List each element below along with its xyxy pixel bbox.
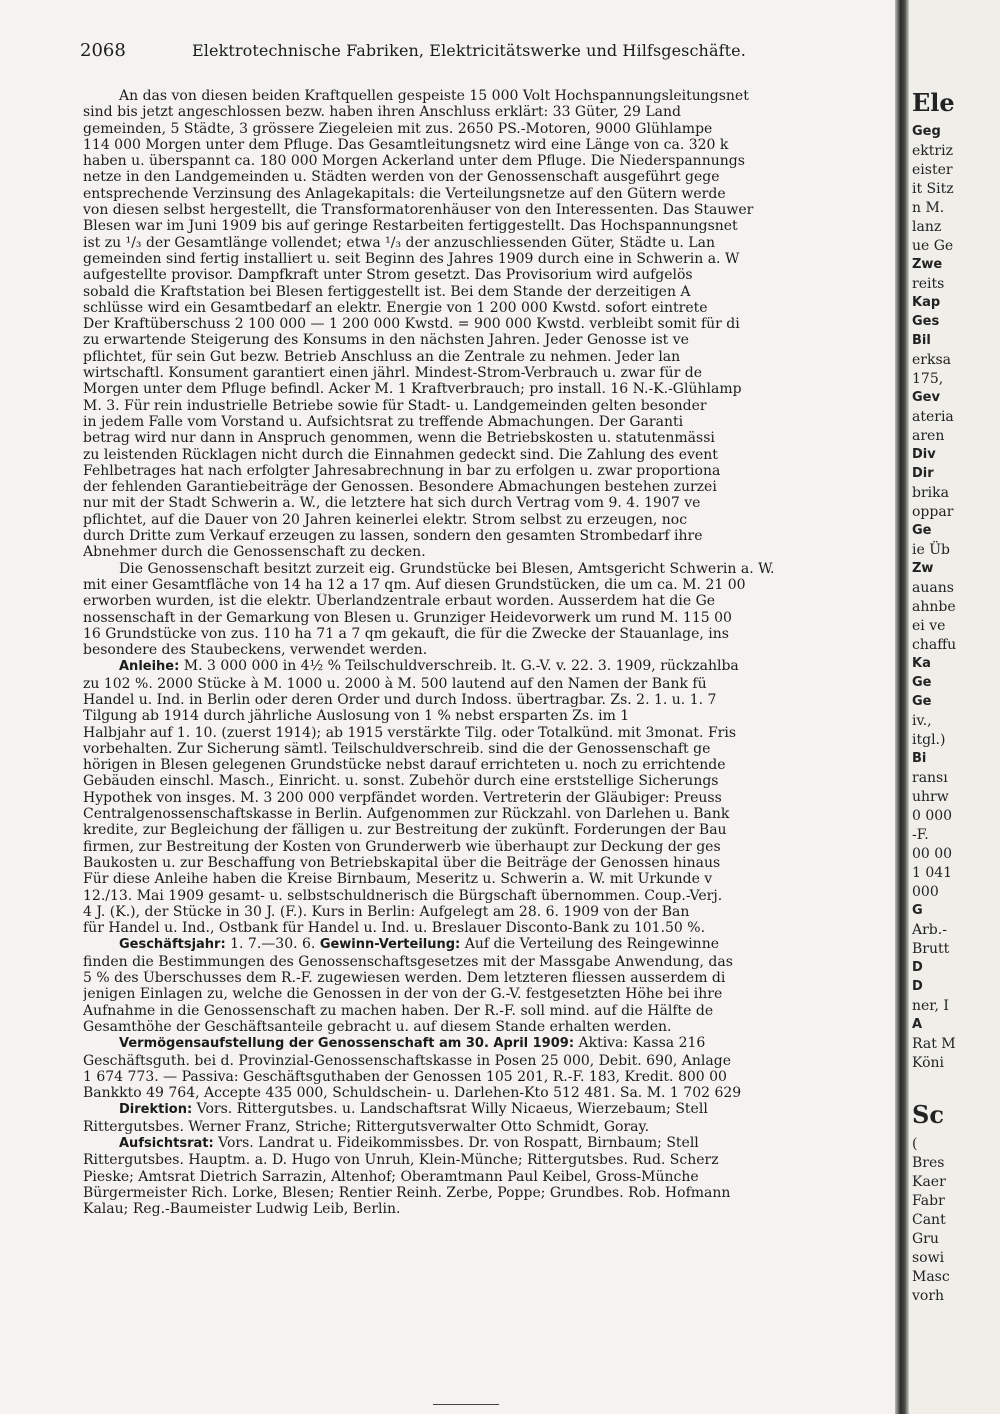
text-run: 1 674 773. — Passiva: Geschäftsguthaben der Genossen 105 201, R.-F. 183, Kredit. 800 00 (83, 1068, 727, 1085)
facing-page-fragment: Geg (912, 124, 941, 139)
text-line (83, 153, 883, 169)
facing-page-fragment: -F. (912, 827, 929, 843)
text-run: Für diese Anleihe haben die Kreise Birnbaum, Meseritz u. Schwerin a. W. mit Urkunde v (83, 871, 713, 888)
facing-page-fragment: 00 00 (912, 846, 953, 862)
facing-page-fragment: Ge (912, 523, 932, 538)
facing-page-fragment: iv., (912, 713, 932, 729)
text-run: Rittergutsbes. Werner Franz, Striche; Rittergutsverwalter Otto Schmidt, Goray. (83, 1118, 650, 1135)
text-run: Auf die Verteilung des Reingewinne (460, 936, 719, 953)
text-run: pflichtet, für sein Gut bezw. Betrieb Anschluss an die Zentrale zu nehmen. Jeder lan (83, 348, 681, 365)
text-line (83, 300, 883, 316)
text-line (83, 577, 883, 593)
text-line (83, 88, 883, 104)
text-run: M. 3 000 000 in 4½ % Teilschuldverschreib. lt. G.-V. v. 22. 3. 1909, rückzahlba (179, 658, 739, 675)
text-line (83, 430, 883, 446)
text-run: Handel u. Ind. in Berlin oder deren Order und durch Indoss. übertragbar. Zs. 2. 1. u. 1. 7 (83, 691, 717, 708)
facing-page-fragment: ahnbe (912, 599, 956, 615)
text-line (83, 528, 883, 544)
text-line (83, 806, 883, 822)
text-run: M. 3. Für rein industrielle Betriebe sowie für Stadt- u. Landgemeinden gelten besonder (83, 397, 707, 414)
facing-page-fragment: Brutt (912, 941, 950, 957)
text-line (83, 512, 883, 528)
text-line (83, 1019, 883, 1035)
text-run: kredite, zur Begleichung der fälligen u. zur Bestreitung der zukünft. Forderungen der Bau (83, 822, 727, 839)
text-run: 16 Grundstücke von zus. 110 ha 71 a 7 qm gekauft, die für die Zwecke der Stauanlage, ins (83, 625, 729, 642)
text-run: nossenschaft in der Gemarkung von Blesen u. Grunziger Heidevorwerk um rund M. 115 00 (83, 609, 732, 626)
facing-page-fragment: Fabr (912, 1193, 945, 1209)
text-run: entsprechende Verzinsung des Anlagekapitals: die Verteilungsnetze auf den Gütern werde (83, 185, 726, 202)
text-line (83, 365, 883, 381)
text-run: vorbehalten. Zur Sicherung sämtl. Teilschuldverschreib. sind die der Genossenschaft ge (83, 740, 711, 757)
text-run: pflichtet, auf die Dauer von 20 Jahren keinerlei elektr. Strom selbst zu erzeugen, noc (83, 511, 688, 528)
article-body (83, 88, 883, 1217)
text-line (83, 1135, 883, 1152)
text-run: Geschäftsguth. bei d. Provinzial-Genossenschaftskasse in Posen 25 000, Debit. 690, Anlage (83, 1052, 732, 1069)
text-run: Vors. Landrat u. Fideikommissbes. Dr. von Rospatt, Birnbaum; Stell (213, 1135, 699, 1151)
facing-page-fragment: reits (912, 276, 945, 292)
facing-page-fragment: ateria (912, 409, 954, 425)
facing-page-fragment: Bi (912, 751, 927, 766)
text-run: Bürgermeister Rich. Lorke, Blesen; Rentier Reinh. Zerbe, Poppe; Grundbes. Rob. Hofmann (83, 1184, 731, 1201)
text-line (83, 741, 883, 757)
text-line (83, 186, 883, 202)
text-run: gemeinden sind fertig installiert u. seit Beginn des Jahres 1909 durch eine in Schwerin a. W (83, 250, 740, 267)
facing-page-fragment: Rat M (912, 1036, 956, 1052)
text-run: Centralgenossenschaftskasse in Berlin. Aufgenommen zur Rückzahl. von Darlehen u. Bank (83, 806, 730, 823)
text-run: Bankkto 49 764, Accepte 435 000, Schuldschein- u. Darlehen-Kto 512 481. Sa. M. 1 702 629 (83, 1085, 742, 1102)
text-line (83, 954, 883, 970)
facing-page-fragment: Ka (912, 656, 931, 671)
facing-page-fragment: Bres (912, 1155, 945, 1171)
text-line (83, 936, 883, 953)
text-line (83, 888, 883, 904)
text-run: aufgestellte provisor. Dampfkraft unter Strom gesetzt. Das Provisorium wird aufgelös (83, 267, 693, 284)
text-line (83, 708, 883, 724)
facing-page-fragment: erksa (912, 352, 951, 368)
section-heading: Vermögensaufstellung der Genossenschaft am 30. April 1909: (119, 1036, 575, 1052)
text-run: Rittergutsbes. Hauptm. a. D. Hugo von Unruh, Klein-Münche; Rittergutsbes. Rud. Scherz (83, 1152, 719, 1169)
text-line (83, 790, 883, 806)
facing-page-fragment: ner, I (912, 998, 949, 1014)
facing-page-fragment: Dir (912, 466, 934, 481)
facing-page-fragment: Bil (912, 333, 931, 348)
facing-page-fragment: 175, (912, 371, 944, 387)
text-line (83, 479, 883, 495)
facing-page-fragment: Arb.- (912, 922, 947, 938)
text-run: von diesen selbst hergestellt, die Transformatorenhäuser von den Interessenten. Das Stauwer (83, 202, 754, 219)
facing-page-fragment: ie Üb (912, 542, 950, 558)
text-run: Pieske; Amtsrat Dietrich Sarrazin, Altenhof; Oberamtmann Paul Keibel, Gross-Münche (83, 1168, 699, 1185)
text-line (83, 676, 883, 692)
text-line (83, 642, 883, 658)
facing-page-fragment: 1 041 (912, 865, 953, 881)
text-run: wirtschaftl. Konsument garantiert einen jährl. Mindest-Strom-Verbrauch u. zwar für de (83, 365, 702, 382)
facing-page-fragment: 000 (912, 884, 939, 900)
text-line (83, 316, 883, 332)
text-run: Der Kraftüberschuss 2 100 000 — 1 200 000 Kwstd. = 900 000 Kwstd. verbleibt somit für di (83, 316, 740, 333)
text-line (83, 544, 883, 560)
text-run: finden die Bestimmungen des Genossenschaftsgesetzes mit der Massgabe Anwendung, das (83, 953, 733, 970)
facing-page-fragment: A (912, 1017, 923, 1032)
text-line (83, 251, 883, 267)
facing-page-fragment: G (912, 903, 923, 918)
text-run: hörigen in Blesen gelegenen Grundstücke nebst darauf errichteten u. noch zu errichtende (83, 757, 726, 774)
running-head (80, 40, 880, 64)
facing-page-fragment: Masc (912, 1269, 950, 1285)
book-page-right-edge (909, 0, 1000, 1414)
text-run: Hypothek von insges. M. 3 200 000 verpfändet worden. Vertreterin der Gläubiger: Preuss (83, 789, 722, 806)
text-run: sobald die Kraftstation bei Blesen fertiggestellt ist. Bei dem Stande der derzeitigen A (83, 283, 691, 300)
facing-page-fragment: Cant (912, 1212, 946, 1228)
book-gutter (895, 0, 909, 1414)
facing-page-fragment: Ele (912, 88, 955, 117)
facing-page-fragment: ektriz (912, 143, 953, 159)
text-line (83, 495, 883, 511)
text-run: Morgen unter dem Pfluge befindl. Acker M. 1 Kraftverbrauch; pro install. 16 N.-K.-Glühlamp (83, 381, 742, 398)
text-line (83, 1152, 883, 1168)
text-line (83, 1003, 883, 1019)
text-run: 114 000 Morgen unter dem Pfluge. Das Gesamtleitungsnetz wird eine Länge von ca. 320 k (83, 136, 729, 153)
text-line (83, 904, 883, 920)
facing-page-fragment: lanz (912, 219, 942, 235)
facing-page-fragment: aren (912, 428, 945, 444)
facing-page-fragment: itgl.) (912, 732, 946, 748)
text-run: schlüsse wird ein Gesamtbedarf an elektr. Energie von 1 200 000 Kwstd. sofort eintrete (83, 299, 708, 316)
text-run: Gesamthöhe der Geschäftsanteile gebracht u. auf diesem Stande erhalten werden. (83, 1018, 672, 1035)
text-run: An das von diesen beiden Kraftquellen gespeiste 15 000 Volt Hochspannungsleitungsnet (119, 88, 749, 104)
text-run: 1. 7.—30. 6. (225, 936, 320, 953)
text-run: jenigen Einlagen zu, welche die Genossen in der von der G.-V. festgesetzten Höhe bei ihre (83, 986, 723, 1003)
text-line (83, 349, 883, 365)
text-run: 5 % des Überschusses dem R.-F. zugewiesen werden. Dem letzteren fliessen ausserdem di (83, 970, 726, 987)
text-run: Aktiva: Kassa 216 (574, 1035, 706, 1052)
text-line (83, 1101, 883, 1118)
end-rule (433, 1404, 499, 1405)
text-run: haben u. überspannt ca. 180 000 Morgen Ackerland unter dem Pfluge. Die Niederspannungs (83, 153, 745, 170)
text-run: für Handel u. Ind., Ostbank für Handel u. Ind. u. Breslauer Disconto-Bank zu 101.50 %. (83, 920, 706, 937)
text-run: Halbjahr auf 1. 10. (zuerst 1914); ab 1915 verstärkte Tilg. oder Totalkünd. mit 3monat. Fris (83, 724, 737, 741)
section-heading: Gewinn-Verteilung: (319, 937, 461, 953)
text-line (83, 202, 883, 218)
facing-page-fragment: eister (912, 162, 953, 178)
text-line (83, 839, 883, 855)
text-line (83, 822, 883, 838)
facing-page-fragment: ( (912, 1136, 918, 1152)
facing-page-fragment: Zw (912, 561, 934, 576)
text-line (83, 1169, 883, 1185)
facing-page-fragment: ransı (912, 770, 948, 786)
text-run: Baukosten u. zur Beschaffung von Betriebskapital über die Beiträge der Genossen hinaus (83, 854, 721, 871)
text-line (83, 235, 883, 251)
text-run: zu leistenden Rücklagen nicht durch die Einnahmen gedeckt sind. Die Zahlung des event (83, 446, 718, 463)
text-line (83, 561, 883, 577)
text-line (83, 1185, 883, 1201)
text-run: betrag wird nur dann in Anspruch genommen, wenn die Betriebskosten u. statutenmässi (83, 430, 715, 447)
text-run: gemeinden, 5 Städte, 3 grössere Ziegeleien mit zus. 2650 PS.-Motoren, 9000 Glühlampe (83, 120, 713, 137)
text-line (83, 1085, 883, 1101)
running-title: Elektrotechnische Fabriken, Elektricitätswerke und Hilfsgeschäfte. (192, 41, 746, 60)
text-line (83, 593, 883, 609)
text-line (83, 658, 883, 675)
text-line (83, 1035, 883, 1052)
page-number: 2068 (80, 40, 126, 61)
facing-page-fragment: ei ve (912, 618, 946, 634)
facing-page-fragment: Zwe (912, 257, 943, 272)
section-heading: Anleihe: (119, 659, 180, 675)
text-run: Gebäuden einschl. Masch., Einricht. u. sonst. Zubehör durch eine erststellige Sicherungs (83, 773, 719, 790)
text-run: firmen, zur Bestreitung der Kosten von Grunderwerb wie überhaupt zur Deckung der ges (83, 838, 721, 855)
text-run: zu erwartende Steigerung des Konsums in den nächsten Jahren. Jeder Genosse ist ve (83, 332, 689, 349)
text-run: besondere des Staubeckens, verwendet werden. (83, 642, 428, 659)
text-line (83, 1053, 883, 1069)
text-line (83, 1119, 883, 1135)
facing-page-fragment: sowi (912, 1250, 945, 1266)
text-line (83, 447, 883, 463)
text-line (83, 267, 883, 283)
text-line (83, 218, 883, 234)
text-line (83, 1201, 883, 1217)
text-line (83, 626, 883, 642)
text-line (83, 920, 883, 936)
text-line (83, 871, 883, 887)
text-line (83, 398, 883, 414)
facing-page-fragment: vorh (912, 1288, 945, 1304)
facing-page-fragment: 0 000 (912, 808, 953, 824)
text-run: Kalau; Reg.-Baumeister Ludwig Leib, Berlin. (83, 1201, 401, 1218)
text-line (83, 284, 883, 300)
text-line (83, 169, 883, 185)
facing-page-fragment: oppar (912, 504, 954, 520)
facing-page-fragment: Sc (912, 1100, 944, 1129)
text-line (83, 725, 883, 741)
section-heading: Aufsichtsrat: (119, 1136, 214, 1151)
text-run: nur mit der Stadt Schwerin a. W., die letztere hat sich durch Vertrag vom 9. 4. 1907 ve (83, 495, 701, 512)
facing-page-fragment: Ge (912, 675, 932, 690)
facing-page-fragment: uhrw (912, 789, 949, 805)
text-run: mit einer Gesamtfläche von 14 ha 12 a 17 qm. Auf diesen Grundstücken, die um ca. M. 21 00 (83, 576, 746, 593)
text-line (83, 121, 883, 137)
facing-page-fragment: Div (912, 447, 936, 462)
text-line (83, 1069, 883, 1085)
facing-page-fragment: Köni (912, 1055, 945, 1071)
facing-page-fragment: D (912, 979, 923, 994)
text-run: Tilgung ab 1914 durch jährliche Auslosung von 1 % nebst ersparten Zs. im 1 (83, 708, 630, 725)
text-run: zu 102 %. 2000 Stücke à M. 1000 u. 2000 à M. 500 lautend auf den Namen der Bank fü (83, 675, 707, 692)
text-run: netze in den Landgemeinden u. Städten werden von der Genossenschaft ausgeführt gege (83, 169, 720, 186)
text-line (83, 986, 883, 1002)
text-run: ist zu ¹/₃ der Gesamtlänge vollendet; etwa ¹/₃ der anzuschliessenden Güter, Städte u. Lan (83, 234, 715, 251)
text-line (83, 692, 883, 708)
text-line (83, 463, 883, 479)
text-run: Fehlbetrages hat nach erfolgter Jahresabrechnung in bar zu erfolgen u. zwar proportiona (83, 462, 721, 479)
section-heading: Geschäftsjahr: (119, 937, 226, 953)
facing-page-fragment: Gev (912, 390, 940, 405)
facing-page-fragment: Kaer (912, 1174, 946, 1190)
facing-page-fragment: Kap (912, 295, 941, 310)
text-run: 4 J. (K.), der Stücke in 30 J. (F.). Kurs in Berlin: Aufgelegt am 28. 6. 1909 von der Ban (83, 903, 690, 920)
text-run: sind bis jetzt angeschlossen bezw. haben ihren Anschluss erklärt: 33 Güter, 29 Land (83, 104, 681, 121)
text-line (83, 757, 883, 773)
facing-page-fragment: brika (912, 485, 949, 501)
text-line (83, 773, 883, 789)
facing-page-fragment: auans (912, 580, 954, 596)
facing-page-fragment: D (912, 960, 923, 975)
text-run: Vors. Rittergutsbes. u. Landschaftsrat Willy Nicaeus, Wierzebaum; Stell (192, 1101, 708, 1118)
text-run: Blesen war im Juni 1909 bis auf geringe Restarbeiten fertiggestellt. Das Hochspannungsnet (83, 218, 738, 235)
text-line (83, 104, 883, 120)
text-run: 12./13. Mai 1909 gesamt- u. selbstschuldnerisch die Bürgschaft übernommen. Coup.-Verj. (83, 887, 723, 904)
text-run: Die Genossenschaft besitzt zurzeit eig. Grundstücke bei Blesen, Amtsgericht Schwerin a. W. (119, 560, 775, 577)
text-run: erworben wurden, ist die elektr. Überlandzentrale erbaut worden. Ausserdem hat die Ge (83, 593, 716, 610)
text-run: durch Dritte zum Verkauf erzeugen zu lassen, sondern den gesamten Strombedarf ihre (83, 528, 703, 545)
text-line (83, 970, 883, 986)
text-line (83, 137, 883, 153)
text-run: Aufnahme in die Genossenschaft zu machen haben. Der R.-F. soll mind. auf die Hälfte de (83, 1002, 714, 1019)
facing-page-fragment: n M. (912, 200, 945, 216)
facing-page-fragment: chaffu (912, 637, 957, 653)
text-run: in jedem Falle vom Vorstand u. Aufsichtsrat zu treffende Abmachungen. Der Garanti (83, 413, 684, 430)
text-run: Abnehmer durch die Genossenschaft zu decken. (83, 544, 426, 561)
facing-page-fragment: Gru (912, 1231, 939, 1247)
text-run: der fehlenden Garantiebeiträge der Genossen. Besondere Abmachungen bestehen zurzei (83, 479, 717, 496)
facing-page-fragment: Ge (912, 694, 932, 709)
text-line (83, 332, 883, 348)
text-line (83, 414, 883, 430)
facing-page-fragment: ue Ge (912, 238, 954, 254)
text-line (83, 610, 883, 626)
section-heading: Direktion: (119, 1102, 193, 1118)
facing-page-fragment: it Sitz (912, 181, 954, 197)
facing-page-fragment: Ges (912, 314, 940, 329)
text-line (83, 381, 883, 397)
text-line (83, 855, 883, 871)
